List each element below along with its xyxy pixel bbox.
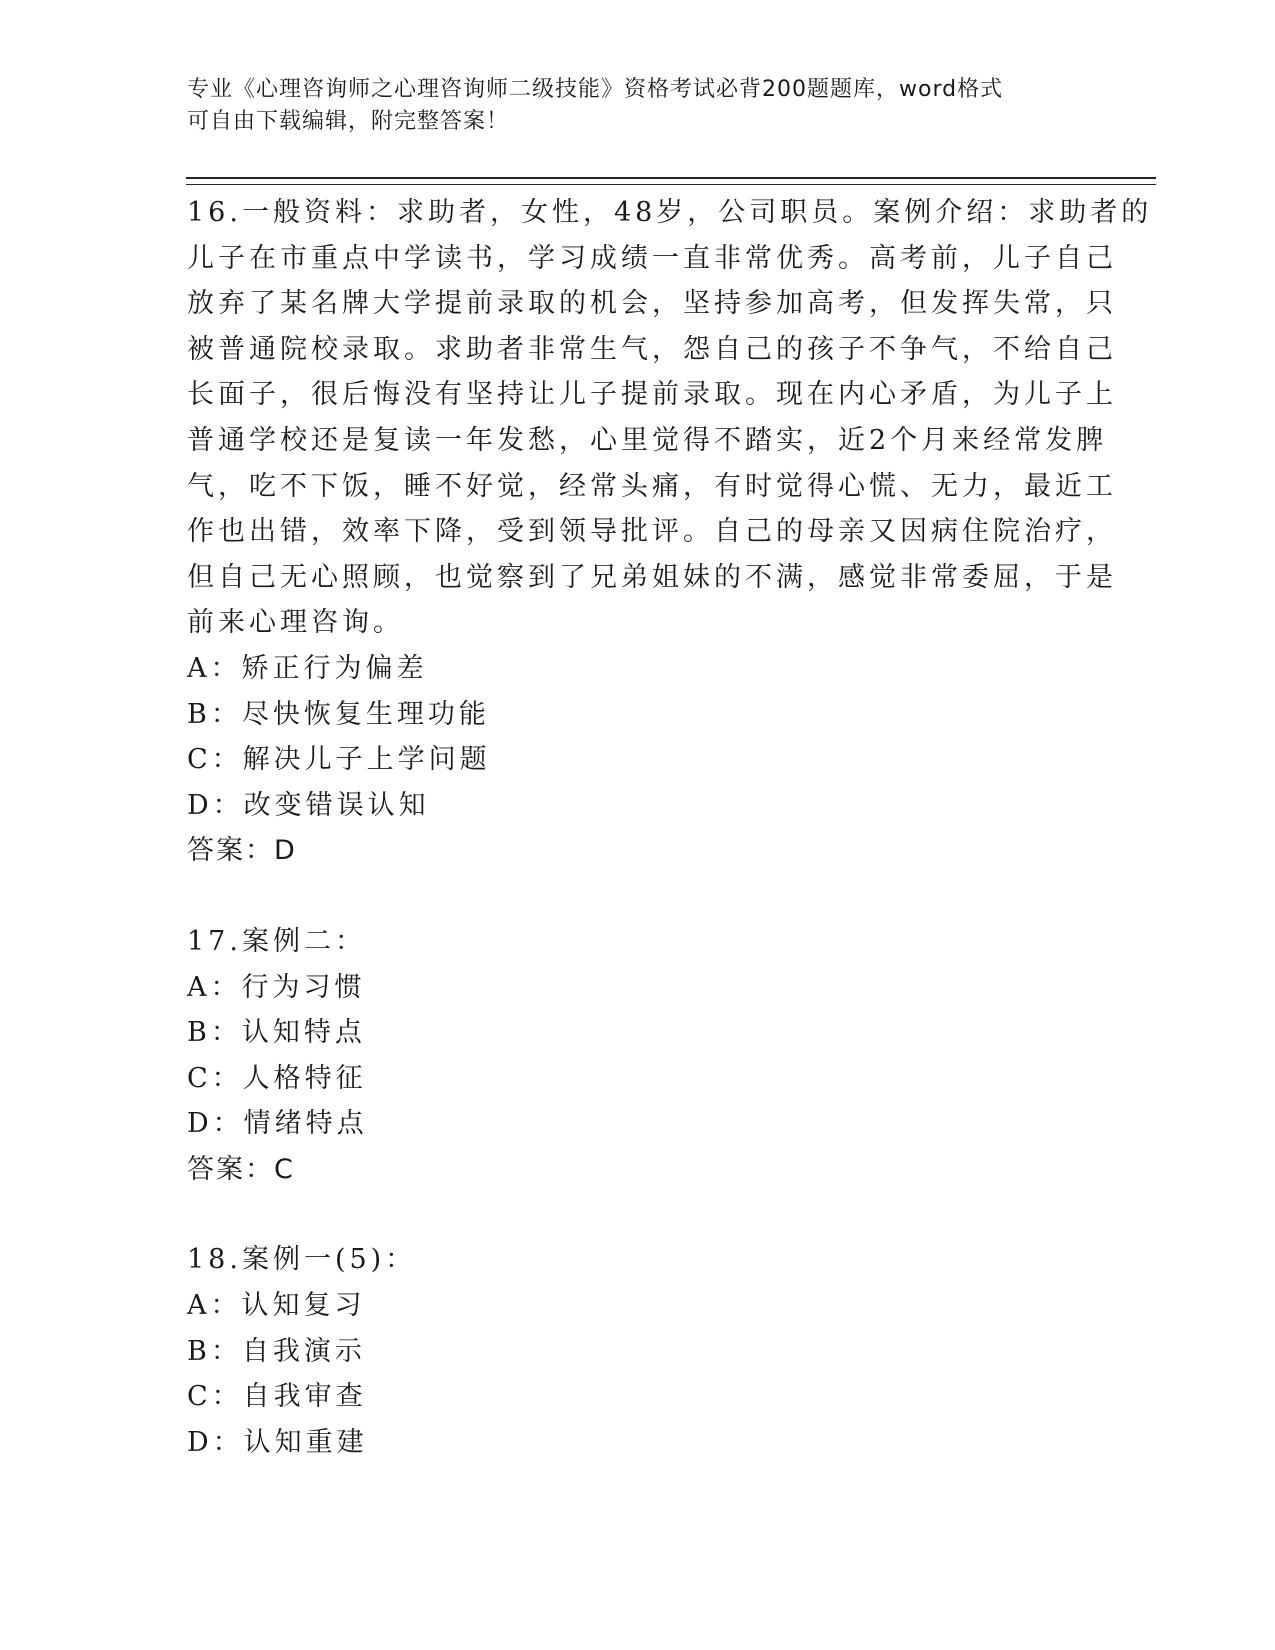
option-d: D：改变错误认知 — [187, 789, 430, 821]
question-stem-line: 18.案例一(5)： — [187, 1244, 417, 1276]
option-b: B：自我演示 — [187, 1335, 366, 1367]
answer-line: 答案：D — [187, 835, 297, 867]
question-spacer — [187, 1192, 1087, 1237]
option-d: D：认知重建 — [187, 1426, 368, 1458]
option-b: B：认知特点 — [187, 1017, 366, 1049]
question-stem-line: 儿子在市重点中学读书，学习成绩一直非常优秀。高考前，儿子自己 — [187, 242, 1117, 274]
answer-line: 答案：C — [187, 1153, 295, 1185]
question-16 — [187, 190, 1153, 874]
question-stem-line: 普通学校还是复读一年发愁，心里觉得不踏实，近2个月来经常发脾 — [187, 424, 1108, 456]
question-stem-line: 放弃了某名牌大学提前录取的机会，坚持参加高考，但发挥失常，只 — [187, 288, 1117, 320]
question-spacer — [187, 874, 1087, 919]
header-divider-thick — [186, 177, 1156, 179]
question-18 — [187, 1237, 1087, 1465]
option-c: C：自我审查 — [187, 1381, 367, 1413]
option-a: A：矫正行为偏差 — [187, 652, 428, 684]
document-header — [187, 74, 1087, 138]
question-stem-line: 前来心理咨询。 — [187, 607, 404, 639]
question-list — [187, 190, 1153, 1465]
question-stem-line: 气，吃不下饭，睡不好觉，经常头痛，有时觉得心慌、无力，最近工 — [187, 470, 1117, 502]
option-b: B：尽快恢复生理功能 — [187, 698, 490, 730]
question-stem-line: 作也出错，效率下降，受到领导批评。自己的母亲又因病住院治疗， — [187, 516, 1117, 548]
question-stem-line: 16.一般资料：求助者，女性，48岁，公司职员。案例介绍：求助者的 — [187, 197, 1153, 228]
header-line-1: 专业《心理咨询师之心理咨询师二级技能》资格考试必背200题题库，word格式 — [187, 77, 1004, 102]
option-c: C：解决儿子上学问题 — [187, 744, 491, 776]
question-stem-line: 但自己无心照顾，也觉察到了兄弟姐妹的不满，感觉非常委屈，于是 — [187, 561, 1117, 593]
option-d: D：情绪特点 — [187, 1108, 368, 1140]
question-17 — [187, 919, 1087, 1193]
header-line-2: 可自由下载编辑，附完整答案！ — [187, 109, 510, 134]
header-divider-thin — [186, 184, 1156, 185]
question-stem-line: 长面子，很后悔没有坚持让儿子提前录取。现在内心矛盾，为儿子上 — [187, 379, 1117, 411]
option-a: A：认知复习 — [187, 1290, 366, 1322]
option-c: C：人格特征 — [187, 1062, 367, 1094]
question-stem-line: 17.案例二： — [187, 925, 366, 957]
question-stem-line: 被普通院校录取。求助者非常生气，怨自己的孩子不争气，不给自己 — [187, 333, 1117, 365]
option-a: A：行为习惯 — [187, 971, 366, 1003]
